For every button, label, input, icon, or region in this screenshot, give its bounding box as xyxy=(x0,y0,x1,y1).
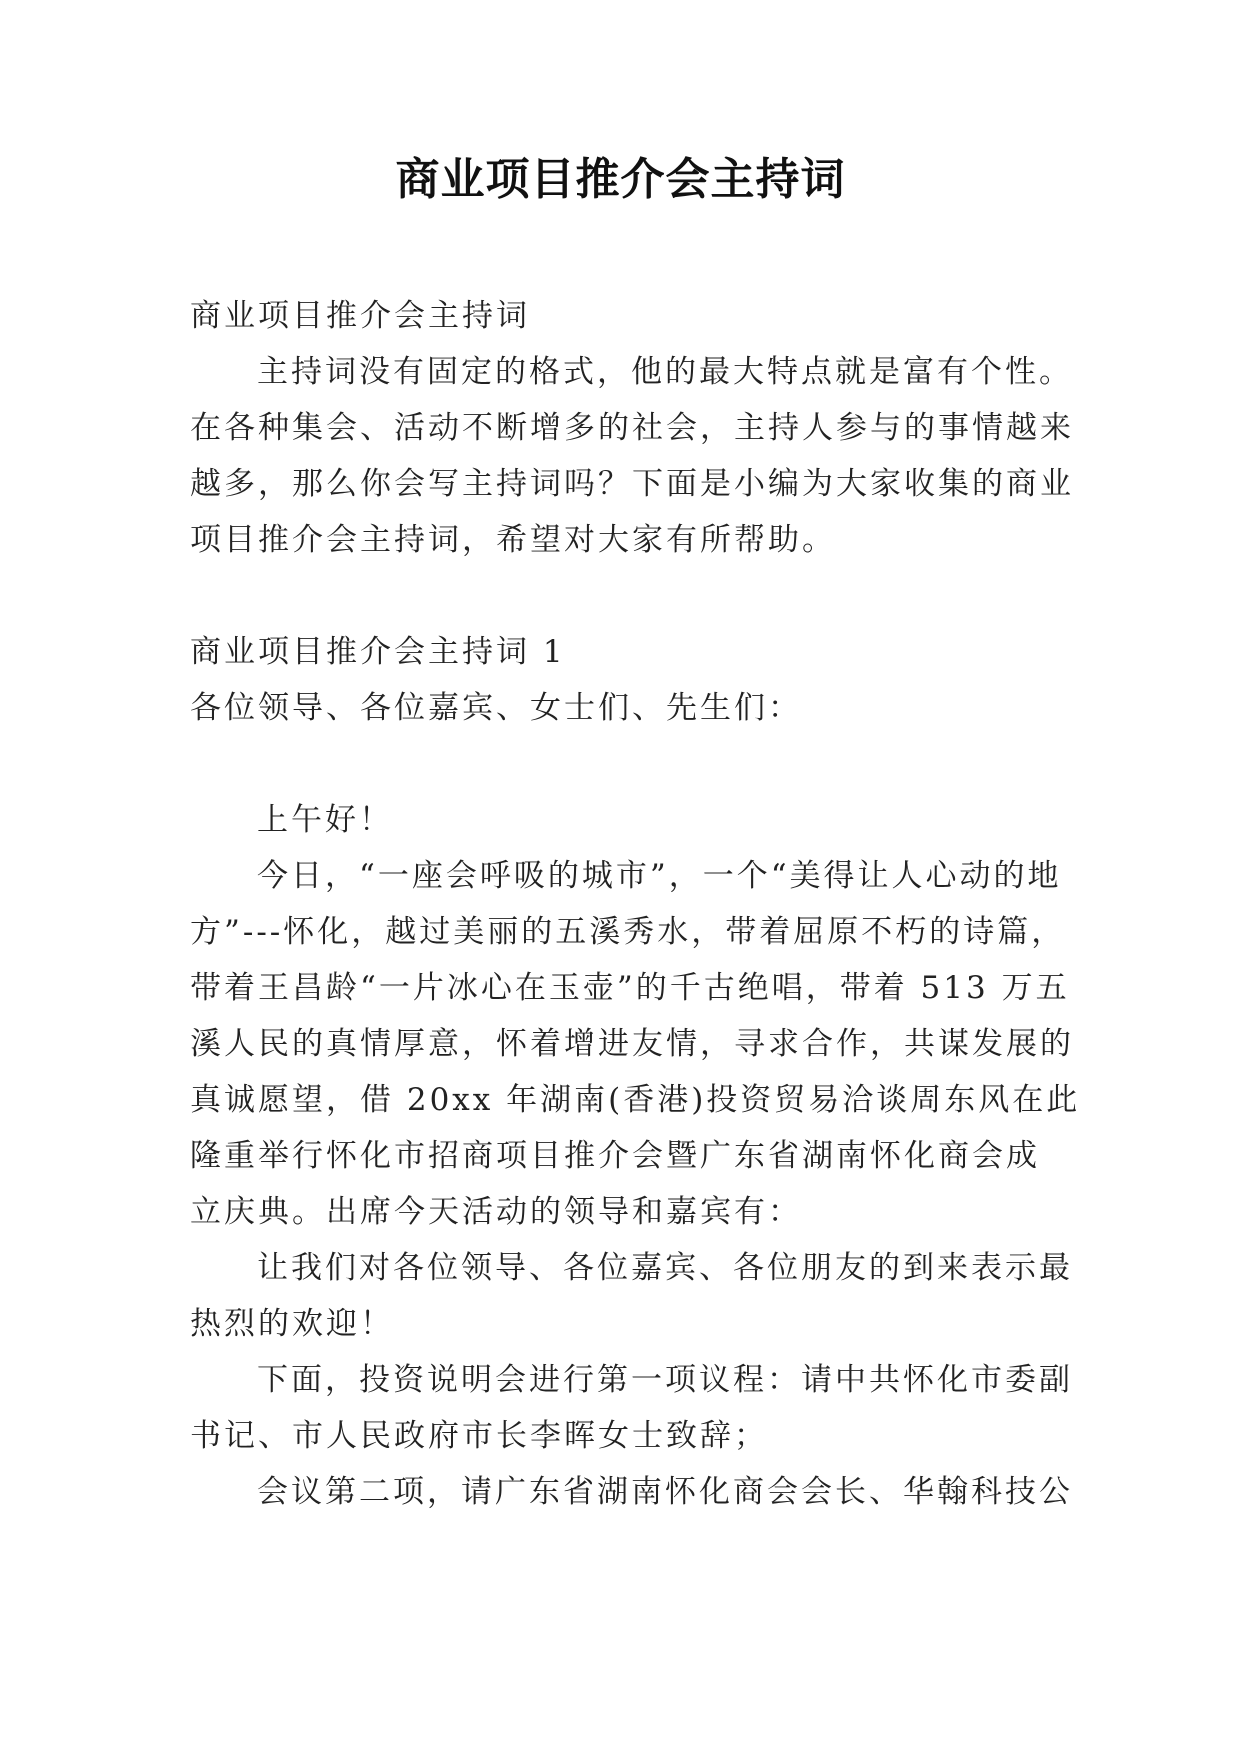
text-line: 各位领导、各位嘉宾、女士们、先生们： xyxy=(190,690,802,726)
document-title: 商业项目推介会主持词 xyxy=(395,154,846,205)
text-line: 项目推介会主持词，希望对大家有所帮助。 xyxy=(190,522,836,558)
text-line: 热烈的欢迎！ xyxy=(190,1306,394,1342)
text-line: 在各种集会、活动不断增多的社会，主持人参与的事情越来 xyxy=(190,410,1074,446)
text-line: 立庆典。出席今天活动的领导和嘉宾有： xyxy=(190,1194,802,1230)
text-line: 主持词没有固定的格式，他的最大特点就是富有个性。 xyxy=(257,354,1073,390)
document-body xyxy=(190,288,1081,1520)
text-line: 带着王昌龄“一片冰心在玉壶”的千古绝唱，带着 513 万五 xyxy=(190,970,1070,1006)
text-line: 方”---怀化，越过美丽的五溪秀水，带着屈原不朽的诗篇， xyxy=(190,914,1066,950)
text-line: 真诚愿望，借 20xx 年湖南(香港)投资贸易洽谈周东风在此 xyxy=(190,1082,1081,1118)
text-line: 会议第二项，请广东省湖南怀化商会会长、华翰科技公 xyxy=(257,1474,1073,1510)
text-line: 书记、市人民政府市长李晖女士致辞； xyxy=(190,1418,768,1454)
text-line: 让我们对各位领导、各位嘉宾、各位朋友的到来表示最 xyxy=(257,1250,1073,1286)
paragraph-gap xyxy=(190,736,1070,792)
text-line: 今日，“一座会呼吸的城市”，一个“美得让人心动的地 xyxy=(257,858,1062,894)
text-line: 溪人民的真情厚意，怀着增进友情，寻求合作，共谋发展的 xyxy=(190,1026,1074,1062)
text-line: 隆重举行怀化市招商项目推介会暨广东省湖南怀化商会成 xyxy=(190,1138,1040,1174)
text-line: 下面，投资说明会进行第一项议程：请中共怀化市委副 xyxy=(257,1362,1073,1398)
text-line: 上午好！ xyxy=(257,802,393,838)
paragraph-gap xyxy=(190,568,1070,624)
section-heading: 商业项目推介会主持词 1 xyxy=(190,634,566,670)
text-line: 商业项目推介会主持词 xyxy=(190,298,530,334)
text-line: 越多，那么你会写主持词吗？下面是小编为大家收集的商业 xyxy=(190,466,1074,502)
